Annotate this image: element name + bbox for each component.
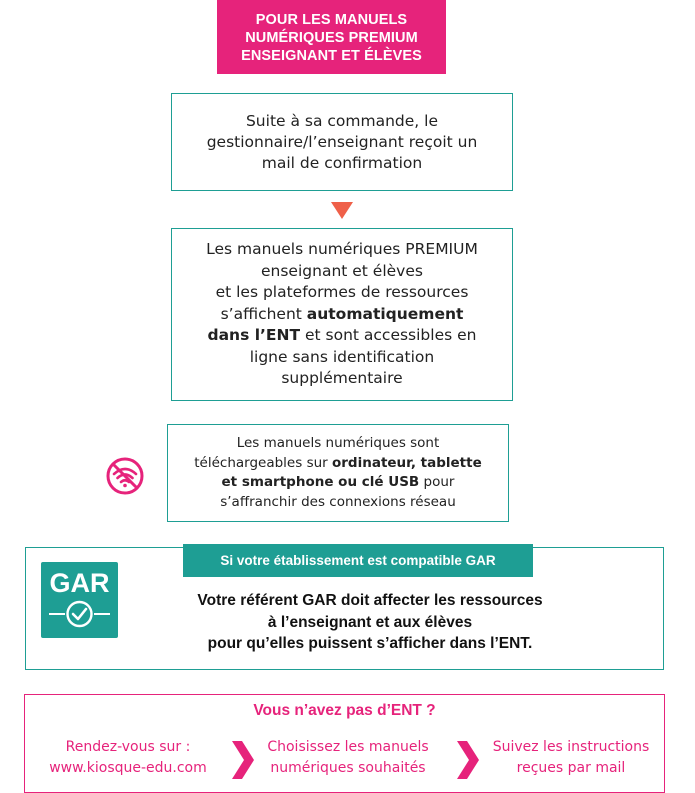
step2-line-4b: automatiquement [306,304,464,323]
step2-line-3: et les plateformes de ressources [215,283,469,302]
header-line-1: POUR LES MANUELS [255,12,408,28]
gar-logo-text: GAR [49,568,110,598]
ent-step-1-line-1: Rendez-vous sur : [65,739,191,755]
gar-line-3: pour qu’elles puissent s’afficher dans l’ENT. [207,635,533,652]
gar-tab-label: Si votre établissement est compatible GAR [183,544,533,577]
ent-step-1 [28,737,228,779]
step2-line-1: Les manuels numériques PREMIUM [206,240,478,259]
header-banner [217,0,446,74]
step2-line-5b: et sont accessibles en [300,326,477,345]
gar-instructions [130,590,610,655]
step2-line-4a: s’affichent [220,304,307,323]
ent-step-2 [258,737,438,779]
ent-step-3-line-1: Suivez les instructions [492,739,650,755]
gar-line-2: à l’enseignant et aux élèves [267,613,473,631]
header-line-3: ENSEIGNANT ET ÉLÈVES [241,48,422,64]
gar-logo [41,562,118,638]
offline-line-3 [222,473,455,493]
no-ent-title: Vous n’avez pas d’ENT ? [253,702,436,719]
chevron-right-icon [457,741,479,779]
ent-step-3-line-2: reçues par mail [516,760,626,776]
step2-line-5a: dans l’ENT [207,326,301,345]
step2-line-5 [208,325,477,347]
header-line-2: NUMÉRIQUES PREMIUM [245,30,418,46]
confirmation-step-box [171,93,513,191]
offline-line-4: s’affranchir des connexions réseau [220,493,456,510]
step2-line-7: supplémentaire [281,369,403,388]
offline-line-1: Les manuels numériques sont [236,435,440,451]
offline-line-3a: et smartphone ou clé USB [221,474,420,490]
gar-line-1: Votre référent GAR doit affecter les ressources [197,592,543,609]
ent-step-1-line-2[interactable]: www.kiosque-edu.com [49,760,207,776]
no-wifi-icon [105,456,145,496]
offline-line-2 [194,454,482,474]
offline-line-2b: ordinateur, tablette [332,454,482,471]
step2-line-6: ligne sans identification [249,347,435,366]
step1-line-2: gestionnaire/l’enseignant reçoit un [206,132,478,151]
ent-step-2-line-2: numériques souhaités [270,760,426,776]
ent-display-step-box [171,228,513,401]
step1-line-1: Suite à sa commande, le [245,111,439,130]
ent-step-2-line-1: Choisissez les manuels [267,739,429,755]
down-arrow-icon [331,202,353,219]
offline-line-3b: pour [419,474,455,490]
step2-line-2: enseignant et élèves [261,261,423,280]
chevron-right-icon [232,741,254,779]
ent-step-3 [482,737,660,779]
step2-line-4 [221,304,464,326]
offline-download-box [167,424,509,522]
offline-line-2a: téléchargeables sur [194,454,332,471]
step1-line-3: mail de confirmation [261,153,423,172]
